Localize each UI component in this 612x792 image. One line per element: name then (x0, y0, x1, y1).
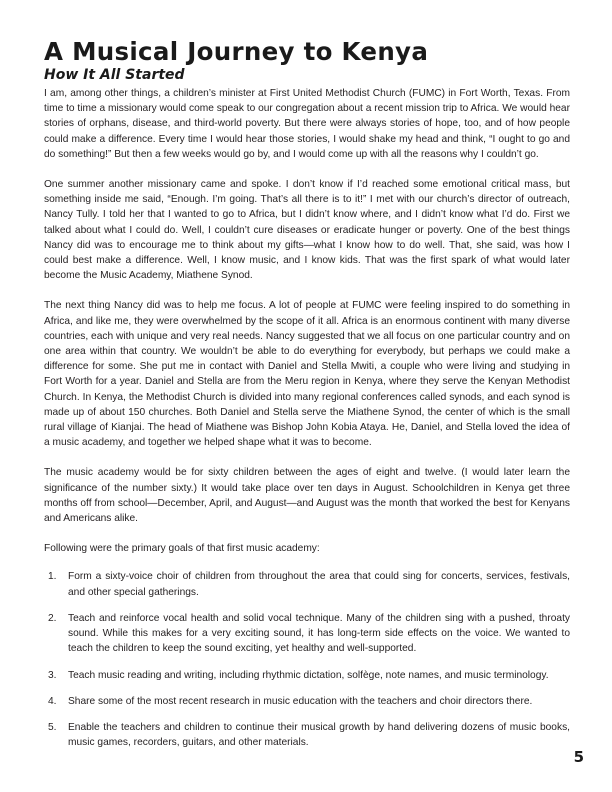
paragraph: The next thing Nancy did was to help me focus. A lot of people at FUMC were feeling inspired to do something in Africa, and like me, they were overwhelmed by the scope of it all. Africa is an enormous continent with many diverse countries, each with unique and very real needs. Nancy suggested that we all focus on one particular country and on one area within that country. We wouldn’t be able to do everything for everybody, but perhaps we could make a difference for some. She put me in contact with Daniel and Stella Mwiti, a couple who were living and studying in Fort Worth for a year. Daniel and Stella are from the Meru region in Kenya, where they serve the Kenyan Methodist Church. In Kenya, the Methodist Church is divided into many regional conferences called synods, and each synod is made up of about 150 churches. Both Daniel and Stella serve the Miathene Synod, the center of which is the small rural village of Kianjai. The head of Miathene was Bishop John Kobia Ataya. He, Daniel, and Stella loved the idea of a music academy, and together we helped shape what it was to become. (44, 300, 570, 449)
list-item-text: Form a sixty-voice choir of children from throughout the area that could sing for concerts, services, festivals, and other special gatherings. (68, 571, 570, 598)
page-number: 5 (573, 748, 584, 766)
list-item (44, 720, 570, 750)
list-item-text: Enable the teachers and children to continue their musical growth by hand delivering dozens of music books, music games, recorders, guitars, and other materials. (68, 721, 570, 749)
list-item-number: 4. (48, 695, 57, 707)
section-subtitle: How It All Started (44, 67, 185, 83)
list-item (44, 694, 570, 709)
list-item-number: 5. (48, 721, 57, 733)
goals-list (44, 569, 570, 750)
list-item-number: 2. (48, 612, 57, 624)
list-item (44, 569, 570, 599)
goals-intro: Following were the primary goals of that first music academy: (44, 543, 320, 555)
list-item (44, 668, 570, 683)
list-item-text: Teach and reinforce vocal health and solid vocal technique. Many of the children sing with a pushed, throaty sound. While this makes for a very exciting sound, it has long-term side effects on the voice. We wanted to teach the children to keep the sound exciting, yet healthy and well-supported. (68, 612, 570, 655)
page-content (44, 38, 570, 761)
list-item-text: Share some of the most recent research in music education with the teachers and choir directors there. (68, 695, 533, 707)
paragraph: The music academy would be for sixty children between the ages of eight and twelve. (I would later learn the significance of the number sixty.) It would take place over ten days in August. Schoolchildren in Kenya get three months off from school—December, April, and August—and August was the month that worked the best for Kenyans and Americans alike. (44, 467, 570, 525)
list-item-number: 3. (48, 669, 57, 681)
list-item (44, 611, 570, 657)
page-title: A Musical Journey to Kenya (44, 37, 429, 66)
list-item-text: Teach music reading and writing, including rhythmic dictation, solfège, note names, and music terminology. (68, 669, 549, 681)
list-item-number: 1. (48, 571, 57, 583)
paragraph: One summer another missionary came and spoke. I don’t know if I’d reached some emotional critical mass, but something inside me said, “Enough. I’m going. That’s all there is to it!” I met with our church’s director of outreach, Nancy Tully. I told her that I wanted to go to Africa, but I didn’t know where, and I didn’t know what I’d do. First we talked about what I could do. Well, I couldn’t cure diseases or eradicate hunger or poverty. One of the best things Nancy did was to encourage me to think about my gifts—what I know how to do well. That, she said, was how I could best make a difference. Well, I know music, and I know kids. That was the first spark of what would later become the Music Academy, Miathene Synod. (44, 179, 570, 282)
paragraph: I am, among other things, a children’s minister at First United Methodist Church (FUMC) in Fort Worth, Texas. From time to time a missionary would come speak to our congregation about a recent mission trip to Africa. We would hear stories of orphans, disease, and third-world poverty. But there were always stories of hope, too, and of how people could make a difference. Every time I would hear those stories, I would shake my head and think, “I ought to go and do something!” But then a few weeks would go by, and I would come up with all the reasons why I couldn’t go. (44, 88, 570, 160)
